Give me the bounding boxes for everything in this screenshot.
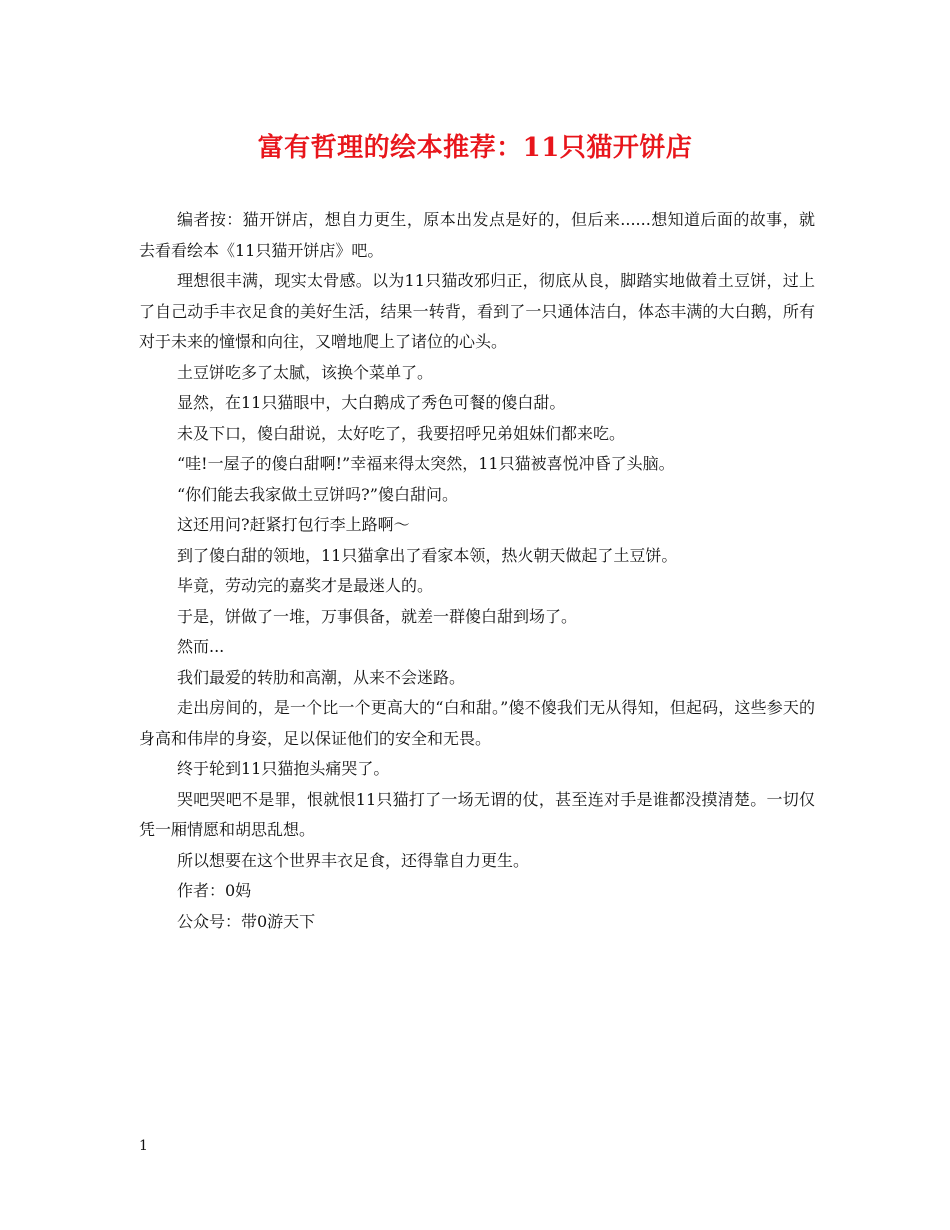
- paragraph: 理想很丰满，现实太骨感。以为11只猫改邪归正，彻底从良，脚踏实地做着土豆饼，过上了自己动手丰衣足食的美好生活，结果一转背，看到了一只通体洁白，体态丰满的大白鹅，所有对于未来的憧憬和向往，又噌地爬上了诸位的心头。: [139, 271, 815, 351]
- paragraph-editor-note: 编者按：猫开饼店，想自力更生，原本出发点是好的，但后来......想知道后面的故事，就去看看绘本《11只猫开饼店》吧。: [139, 210, 815, 260]
- paragraph: 所以想要在这个世界丰衣足食，还得靠自力更生。: [177, 850, 530, 870]
- paragraph: 到了傻白甜的领地，11只猫拿出了看家本领，热火朝天做起了土豆饼。: [177, 545, 678, 565]
- paragraph: 于是，饼做了一堆，万事俱备，就差一群傻白甜到场了。: [177, 606, 578, 626]
- paragraph: “你们能去我家做土豆饼吗?”傻白甜问。: [177, 484, 458, 504]
- paragraph: 然而...: [177, 637, 225, 656]
- document-title: 富有哲理的绘本推荐：11只猫开饼店: [257, 133, 693, 163]
- paragraph: 走出房间的，是一个比一个更高大的“白和甜。”傻不傻我们无从得知，但起码，这些参天的身高和伟岸的身姿，足以保证他们的安全和无畏。: [139, 698, 815, 748]
- paragraph: “哇!一屋子的傻白甜啊!”幸福来得太突然，11只猫被喜悦冲昏了头脑。: [177, 454, 675, 473]
- paragraph: 这还用问?赶紧打包行李上路啊～: [177, 515, 410, 534]
- paragraph: 显然，在11只猫眼中，大白鹅成了秀色可餐的傻白甜。: [177, 393, 566, 412]
- paragraph: 毕竟，劳动完的嘉奖才是最迷人的。: [177, 576, 434, 595]
- author-line: 作者：0妈: [177, 881, 252, 900]
- paragraph: 未及下口，傻白甜说，太好吃了，我要招呼兄弟姐妹们都来吃。: [177, 423, 626, 443]
- paragraph: 终于轮到11只猫抱头痛哭了。: [177, 759, 390, 778]
- paragraph: 土豆饼吃多了太腻，该换个菜单了。: [177, 362, 434, 382]
- paragraph: 哭吧哭吧不是罪，恨就恨11只猫打了一场无谓的仗，甚至连对手是谁都没摸清楚。一切仅凭一厢情愿和胡思乱想。: [139, 789, 815, 839]
- paragraph: 我们最爱的转肋和高潮，从来不会迷路。: [177, 667, 466, 687]
- document-body: [139, 205, 815, 937]
- page-number: 1: [139, 1138, 148, 1154]
- wechat-account-line: 公众号：带0游天下: [177, 911, 316, 931]
